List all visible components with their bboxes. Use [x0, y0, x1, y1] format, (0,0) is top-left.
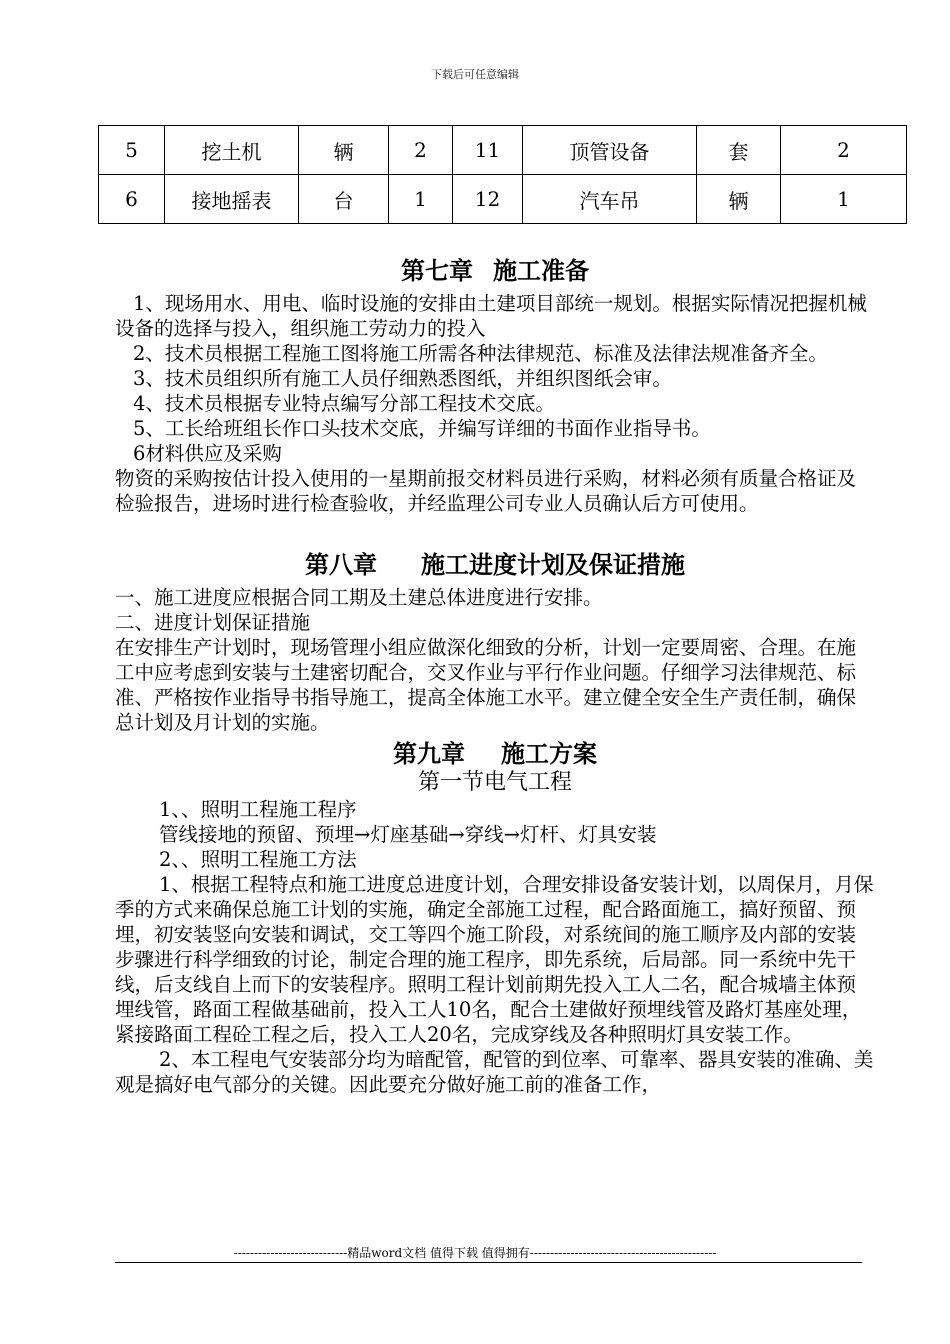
- paragraph: 4、技术员根据专业特点编写分部工程技术交底。: [133, 392, 555, 415]
- paragraph: 管线接地的预留、预埋→灯座基础→穿线→灯杆、灯具安装: [159, 823, 657, 846]
- chapter-9-name: 施工方案: [501, 739, 597, 768]
- table-cell: 11: [453, 126, 523, 175]
- chapter-7-number: 第七章: [401, 256, 473, 285]
- equipment-table: [98, 125, 907, 224]
- table-cell: 2: [781, 126, 907, 175]
- table-cell: 5: [99, 126, 165, 175]
- table-cell: 套: [697, 126, 781, 175]
- footer-note: ----------------------------精品word文档 值得下载 值得拥有----------------------------------------------: [233, 1246, 717, 1260]
- table-cell: 辆: [299, 126, 389, 175]
- document-body: [115, 258, 875, 1097]
- paragraph: 在安排生产计划时，现场管理小组应做深化细致的分析，计划一定要周密、合理。在施工中应考虑到安装与土建密切配合，交叉作业与平行作业问题。仔细学习法律规范、标准、严格按作业指导书指导施工，提高全体施工水平。建立健全安全生产责任制，确保总计划及月计划的实施。: [115, 636, 857, 734]
- table-cell: 接地摇表: [165, 175, 299, 224]
- paragraph: 2、本工程电气安装部分均为暗配管，配管的到位率、可靠率、器具安装的准确、美观是搞好电气部分的关键。因此要充分做好施工前的准备工作，: [115, 1048, 874, 1096]
- table-cell: 2: [389, 126, 453, 175]
- table-cell: 顶管设备: [523, 126, 697, 175]
- table-row: [99, 175, 907, 224]
- paragraph: 5、工长给班组长作口头技术交底，并编写详细的书面作业指导书。: [133, 417, 711, 440]
- paragraph: 一、施工进度应根据合同工期及土建总体进度进行安排。: [115, 586, 603, 609]
- header-note: 下载后可任意编辑: [431, 68, 519, 81]
- paragraph: 1、、照明工程施工程序: [159, 798, 357, 821]
- chapter-8-number: 第八章: [305, 550, 377, 579]
- table-cell: 6: [99, 175, 165, 224]
- table-cell: 1: [389, 175, 453, 224]
- table-cell: 挖土机: [165, 126, 299, 175]
- chapter-9-title: [115, 741, 875, 766]
- paragraph: 2、技术员根据工程施工图将施工所需各种法律规范、标准及法律法规准备齐全。: [133, 342, 828, 365]
- table-row: [99, 126, 907, 175]
- footer-divider: [115, 1262, 862, 1263]
- table-cell: 台: [299, 175, 389, 224]
- chapter-8-title: [115, 552, 875, 577]
- paragraph: 二、进度计划保证措施: [115, 611, 311, 634]
- table-cell: 辆: [697, 175, 781, 224]
- table-cell: 汽车吊: [523, 175, 697, 224]
- paragraph: 3、技术员组织所有施工人员仔细熟悉图纸，并组织图纸会审。: [133, 367, 672, 390]
- chapter-7-name: 施工准备: [493, 256, 589, 285]
- paragraph: 1、现场用水、用电、临时设施的安排由土建项目部统一规划。根据实际情况把握机械设备的选择与投入，组织施工劳动力的投入: [115, 292, 867, 340]
- paragraph: 1、根据工程特点和施工进度总进度计划，合理安排设备安装计划，以周保月，月保季的方式来确保总施工计划的实施，确定全部施工过程，配合路面施工，搞好预留、预埋，初安装竖向安装和调试，交工等四个施工阶段，对系统间的施工顺序及内部的安装步骤进行科学细致的讨论，制定合理的施工程序，即先系统，后局部。同一系统中先干线，后支线自上而下的安装程序。照明工程计划前期先投入工人二名，配合城墙主体预埋线管，路面工程做基础前，投入工人10名，配合土建做好预埋线管及路灯基座处理，紧接路面工程砼工程之后，投入工人20名，完成穿线及各种照明灯具安装工作。: [115, 873, 874, 1046]
- chapter-7-title: [115, 258, 875, 283]
- section-title: 第一节电气工程: [417, 770, 572, 795]
- chapter-9-number: 第九章: [393, 739, 465, 768]
- table-cell: 12: [453, 175, 523, 224]
- paragraph: 物资的采购按估计投入使用的一星期前报交材料员进行采购，材料必须有质量合格证及检验报告，进场时进行检查验收，并经监理公司专业人员确认后方可使用。: [115, 467, 857, 515]
- chapter-8-name: 施工进度计划及保证措施: [421, 550, 685, 579]
- paragraph: 6材料供应及采购: [133, 442, 282, 465]
- paragraph: 2、、照明工程施工方法: [159, 848, 357, 871]
- table-cell: 1: [781, 175, 907, 224]
